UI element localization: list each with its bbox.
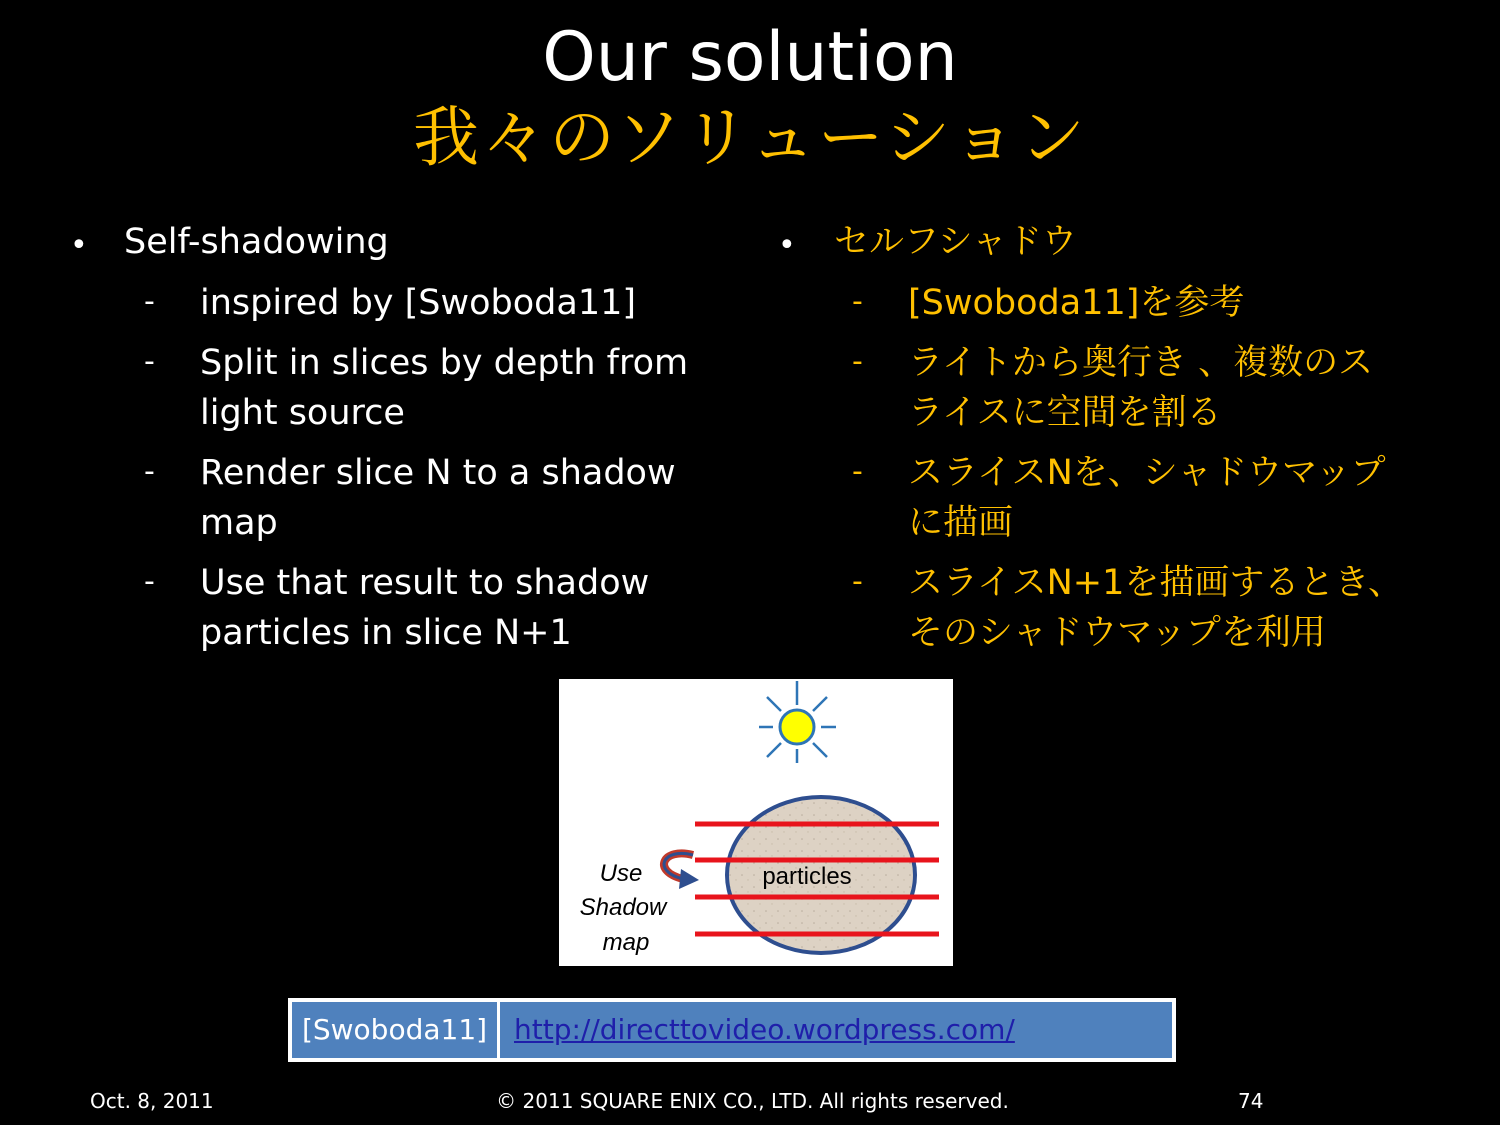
dash: - [852,344,863,379]
footer-copyright: © 2011 SQUARE ENIX CO., LTD. All rights reserved. [496,1089,1009,1113]
dash: - [144,564,155,599]
left-sub-2-line-1: Split in slices by depth from [200,343,689,383]
dash: - [852,284,863,319]
bullet-dot: • [70,228,88,263]
bullet-dot: • [778,228,796,263]
dash: - [852,454,863,489]
reference-link[interactable]: http://directtovideo.wordpress.com/ [514,1013,1015,1046]
right-sub-2-line-2: ライスに空間を割る [908,393,1222,433]
figure-label-particles: particles [762,863,852,890]
left-bullet: Self-shadowing [124,222,389,262]
figure-label-shadow: Shadow [579,894,667,921]
curved-arrow-icon [664,853,699,889]
slide-title-en: Our solution [542,18,958,97]
figure-svg [559,679,953,966]
left-sub-4-line-1: Use that result to shadow [200,563,650,603]
figure-label-map: map [602,929,650,956]
dash: - [144,454,155,489]
right-sub-4-line-2: そのシャドウマップを利用 [908,613,1326,653]
left-sub-3-line-1: Render slice N to a shadow [200,453,676,493]
footer-page-number: 74 [1238,1089,1264,1113]
right-sub-3-line-1: スライスNを、シャドウマップ [908,453,1386,493]
left-sub-4-line-2: particles in slice N+1 [200,613,572,653]
footer-date: Oct. 8, 2011 [90,1089,214,1113]
right-sub-2-line-1: ライトから奥行き 、複数のス [908,343,1374,383]
dash: - [144,344,155,379]
reference-table [288,998,1176,1062]
left-sub-1: inspired by [Swoboda11] [200,283,637,323]
right-bullet: セルフシャドウ [834,222,1077,262]
left-sub-3-line-2: map [200,503,278,543]
dash: - [144,284,155,319]
shadow-slices-figure [559,679,953,966]
right-sub-1: [Swoboda11]を参考 [908,283,1245,323]
slide-title-ja: 我々のソリューション [412,99,1088,176]
reference-url-cell [500,1002,1172,1058]
left-sub-2-line-2: light source [200,393,405,433]
right-sub-3-line-2: に描画 [908,503,1014,543]
sun-icon [759,681,836,763]
dash: - [852,564,863,599]
right-sub-4-line-1: スライスN+1を描画するとき、 [908,563,1403,603]
reference-tag: [Swoboda11] [292,1002,497,1058]
figure-label-use: Use [599,860,643,887]
